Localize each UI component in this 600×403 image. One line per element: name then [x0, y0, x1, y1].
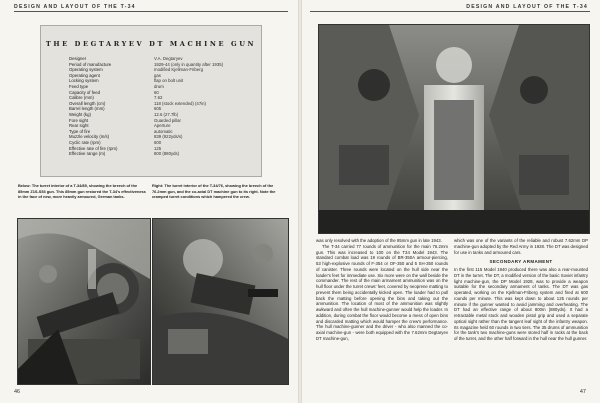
photo-hull-interior: [318, 24, 590, 234]
caption-left: Below: The turret interior of a T-34/85, showing the breech of the 85mm Z1S-S53 gun. This 85mm gun restored the T-34's effectiveness in the face of new, more heavily armoured, German tanks.: [18, 183, 146, 200]
spec-label: Capacity of feed: [69, 89, 101, 95]
spec-value: 1929-44 (only in quantity after 1935): [154, 61, 224, 67]
left-running-head: DESIGN AND LAYOUT OF THE T-34: [14, 4, 136, 10]
spec-row: [69, 151, 223, 157]
left-header-rule: [14, 11, 288, 12]
spec-value: 600: [154, 139, 162, 145]
spec-value: drum: [154, 83, 164, 89]
spec-label: Type of fire: [69, 128, 91, 134]
spec-value: 118 (stock extended) (47in): [154, 100, 206, 106]
spec-value: 60: [154, 89, 159, 95]
spec-label: Muzzle velocity (m/s): [69, 134, 110, 140]
spec-label: Overall length (cm): [69, 100, 106, 106]
spec-value: modified Kjellman-Friberg: [154, 67, 203, 73]
spec-label: Fore sight: [69, 117, 89, 123]
left-page: [0, 0, 298, 403]
col2-body: In the first 115 Model 1940 produced there was also a rear-mounted DT in the turret. The DT, a modified version of the basic Soviet infantry light machine-gun, the DP Model 1928, was to provide a weapon suitable for the secondary armament of tanks. The DT was gas operated, working on the Kjellman-Friberg system and fired at 600 rounds per minute. This was kept down to about 125 rounds per minute if the gunner wanted to avoid jamming and overheating. The DT had an effective range of about 800m (880yds). It had a retractable metal stock and wooden pistol grip and used a separate optical sight rather than the tangent leaf sight of the infantry weapon. Its magazine held 60 rounds in two tiers. The 35 drums of ammunition for the tank's two machine-guns were stored half in racks at the back of the turret, and the other half forward in the hull near the hull gunner.: [454, 267, 588, 341]
spec-label: Barrel length (mm): [69, 106, 105, 112]
spec-value: 839 (922yds/s): [154, 134, 183, 140]
spec-value: Aperture: [154, 123, 171, 129]
right-running-head: DESIGN AND LAYOUT OF THE T-34: [466, 4, 588, 10]
spec-value: V.A. Degtaryev: [154, 56, 183, 61]
photo-t34-76-turret-interior: [152, 218, 289, 385]
spec-label: Effective range (m): [69, 151, 106, 157]
text-column-2: [454, 238, 588, 388]
spec-label: Effective rate of fire (rpm): [69, 145, 118, 151]
spec-value: 7.62: [154, 95, 163, 101]
spec-label: Calibre (mm): [69, 95, 94, 101]
text-column-1: [316, 238, 448, 388]
col1-para: was only resolved with the adoption of the 85mm gun in late 1943.: [316, 238, 442, 243]
photo-t34-85-turret-interior: [17, 218, 151, 385]
spec-label: Rear sight: [69, 123, 89, 129]
right-folio: 47: [579, 389, 586, 395]
caption-right: Right: The turret interior of the T-34/76, showing the breech of the 76.2mm gun, and the co-axial DT machine gun to its right. Note the cramped turret conditions which hampered the crew.: [152, 183, 276, 200]
spec-value: flap on bolt unit: [154, 78, 184, 84]
spec-label: Cyclic rate (rpm): [69, 139, 101, 145]
spec-value: gas: [154, 72, 161, 78]
spec-label: Locking system: [69, 78, 99, 84]
spec-value: 605: [154, 106, 162, 112]
spec-label: Designer: [69, 56, 87, 61]
spec-box: [40, 25, 262, 177]
right-page: [302, 0, 600, 403]
spec-label: Feed type: [69, 83, 89, 89]
col2-intro: which was one of the variants of the reliable and robust 7.62mm DP machine-gun adopted by the Red Army in 1928. The DT was designed for use in tanks and armoured cars.: [454, 238, 588, 255]
spec-label: Operating agent: [69, 72, 100, 78]
spec-value: 125: [154, 145, 162, 151]
spec-value: automatic: [154, 128, 173, 134]
spec-value: Guarded pillar: [154, 117, 181, 123]
spec-value: 12.6 (27.7lb): [154, 111, 179, 117]
spec-label: Period of manufacture: [69, 61, 112, 67]
spec-title: THE DEGTARYEV DT MACHINE GUN: [45, 40, 257, 48]
left-folio: 46: [14, 389, 21, 395]
col1-para: The T-34 carried 77 rounds of ammunition for the main 76.2mm gun. This was increased to 100 on the T34 Model 1943. The standard combat load was 19 rounds of BR-350A armour-piercing, 53 high-explosive rounds of F-354 or OF-350 and 5 SH-350 rounds of canister. Three rounds were located on the hull side near the loader's feet for immediate use. Six more were on the wall beside the commander. The rest of the main armament ammunition was on the hull floor under the turret crews' feet, covered by neoprene matting to prevent them being accidentally kicked open. The loader had to pull back the matting before opening the bins and taking out the ammunition. The location of most of the ammunition was slightly awkward and often the hull machine-gunner would help the loader. In addition, during combat the floor would become a mess of open bins and discarded matting which would hamper the crew's performance. The hull machine-gunner and the driver - who also manned the co-axial machine-gun - were both equipped with the 7.62mm Degtaryev DT machine-gun,: [316, 243, 448, 341]
spec-label: Weight (kg): [69, 111, 91, 117]
spec-label: Operating system: [69, 67, 103, 73]
secondary-armament-heading: SECONDARY ARMAMENT: [489, 259, 553, 265]
spec-value: 800 (880yds): [154, 151, 180, 157]
right-header-rule: [310, 11, 590, 12]
spec-table: [69, 56, 223, 157]
